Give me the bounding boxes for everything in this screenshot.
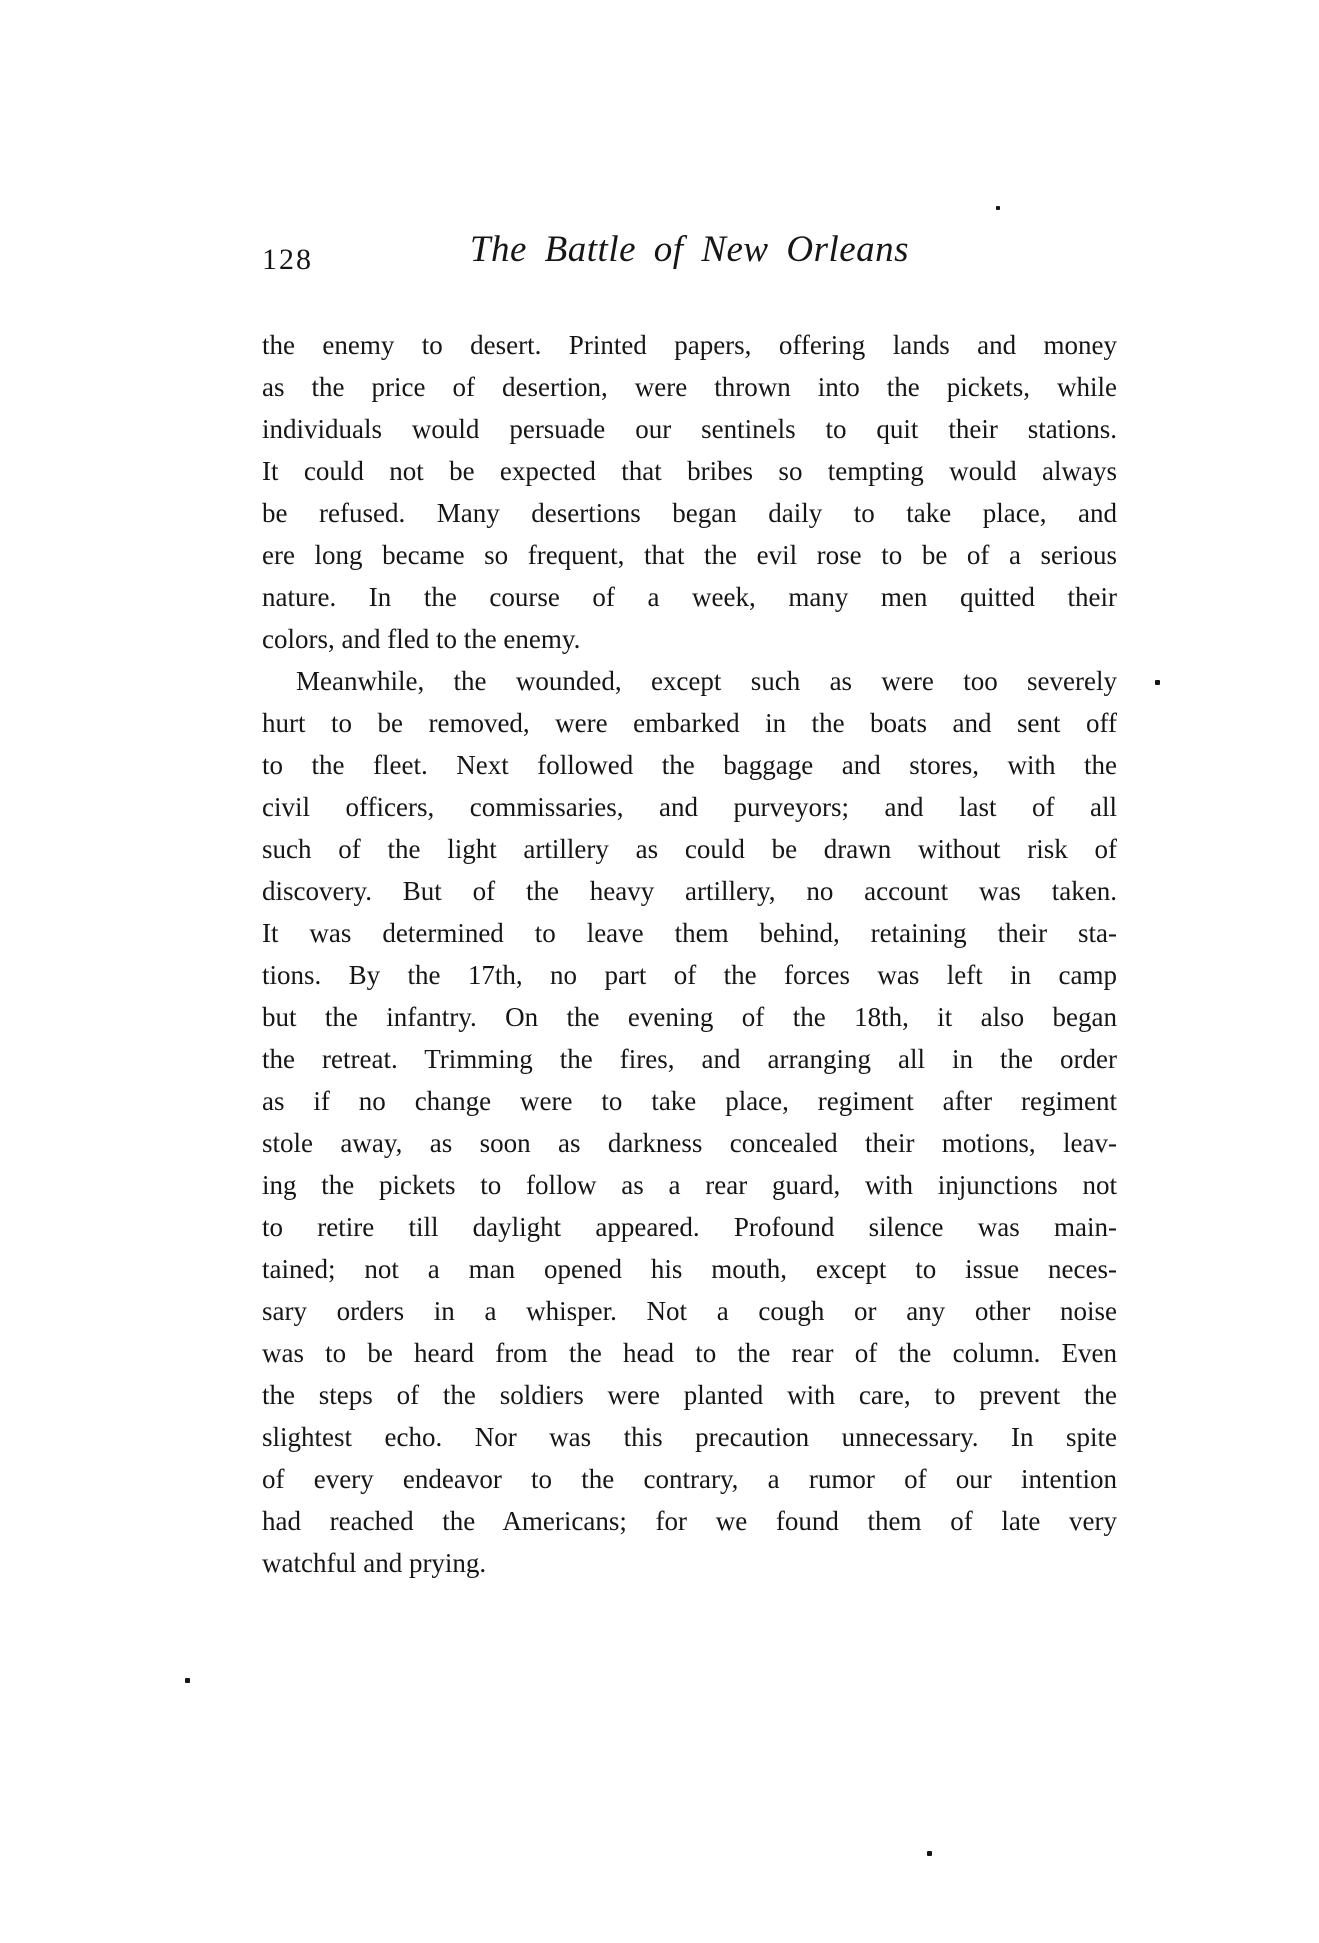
page-number: 128 (262, 243, 313, 276)
text-line: ere long became so frequent, that the evil rose to be of a serious (262, 540, 1117, 570)
text-line: Meanwhile, the wounded, except such as were too severely (296, 666, 1117, 696)
text-line: stole away, as soon as darkness concealed their motions, leav- (262, 1128, 1117, 1158)
text-line: to retire till daylight appeared. Profound silence was main- (262, 1212, 1117, 1242)
text-line: was to be heard from the head to the rear of the column. Even (262, 1338, 1117, 1368)
text-line: watchful and prying. (262, 1548, 487, 1578)
text-line: as the price of desertion, were thrown into the pickets, while (262, 372, 1117, 402)
ink-speck (996, 206, 1000, 210)
text-line: such of the light artillery as could be drawn without risk of (262, 834, 1117, 864)
text-line: ing the pickets to follow as a rear guard, with injunctions not (262, 1170, 1117, 1200)
text-line: It could not be expected that bribes so tempting would always (262, 456, 1117, 486)
text-line: to the fleet. Next followed the baggage and stores, with the (262, 750, 1117, 780)
text-line: slightest echo. Nor was this precaution unnecessary. In spite (262, 1422, 1117, 1452)
page-header (262, 228, 1117, 280)
text-line: be refused. Many desertions began daily to take place, and (262, 498, 1117, 528)
text-line: colors, and fled to the enemy. (262, 624, 581, 654)
text-line: had reached the Americans; for we found them of late very (262, 1506, 1117, 1536)
text-line: of every endeavor to the contrary, a rumor of our intention (262, 1464, 1117, 1494)
text-line: It was determined to leave them behind, retaining their sta- (262, 918, 1117, 948)
text-line: hurt to be removed, were embarked in the boats and sent off (262, 708, 1117, 738)
text-line: nature. In the course of a week, many men quitted their (262, 582, 1117, 612)
text-line: the enemy to desert. Printed papers, offering lands and money (262, 330, 1117, 360)
text-line: the retreat. Trimming the fires, and arranging all in the order (262, 1044, 1117, 1074)
text-line: the steps of the soldiers were planted with care, to prevent the (262, 1380, 1117, 1410)
text-line: tained; not a man opened his mouth, except to issue neces- (262, 1254, 1117, 1284)
ink-speck (927, 1851, 932, 1856)
ink-speck (185, 1678, 190, 1683)
text-line: tions. By the 17th, no part of the forces was left in camp (262, 960, 1117, 990)
text-line: discovery. But of the heavy artillery, no account was taken. (262, 876, 1117, 906)
body-text (262, 324, 1117, 1584)
text-line: individuals would persuade our sentinels to quit their stations. (262, 414, 1117, 444)
text-line: as if no change were to take place, regiment after regiment (262, 1086, 1117, 1116)
text-line: sary orders in a whisper. Not a cough or any other noise (262, 1296, 1117, 1326)
ink-speck (1155, 680, 1160, 685)
text-line: civil officers, commissaries, and purveyors; and last of all (262, 792, 1117, 822)
running-title: The Battle of New Orleans (469, 229, 910, 270)
text-line: but the infantry. On the evening of the 18th, it also began (262, 1002, 1117, 1032)
